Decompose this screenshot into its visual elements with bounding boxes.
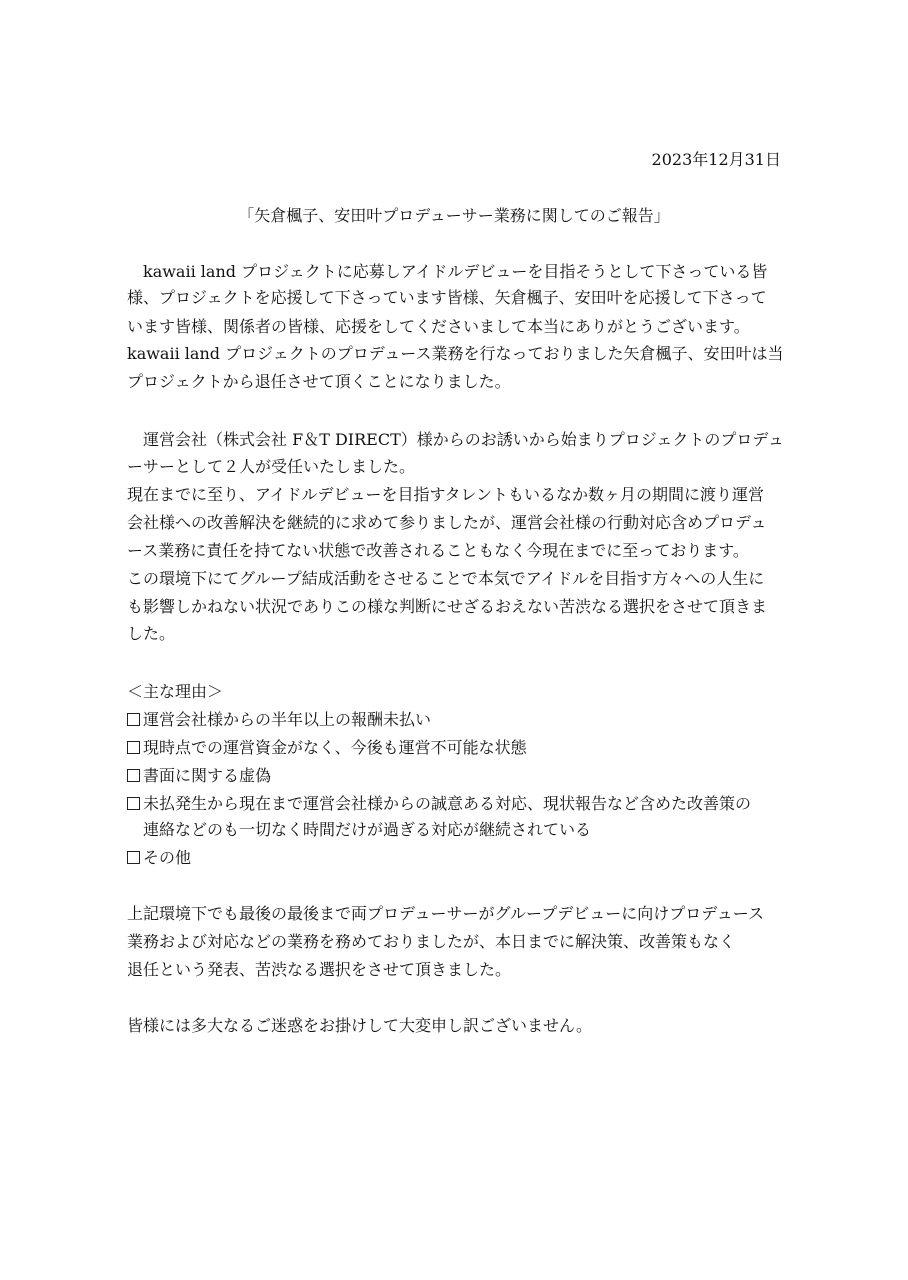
paragraph-line: ース業務に責任を持てない状態で改善されることもなく今現在までに至っております。 [127, 541, 749, 560]
checkbox-icon [127, 797, 140, 810]
reasons-heading: ＜主な理由＞ [127, 682, 224, 701]
checkbox-icon [127, 769, 140, 782]
checkbox-icon [127, 741, 140, 754]
document-title: 「矢倉楓子、安田叶プロデューサー業務に関してのご報告」 [238, 206, 670, 225]
reason-continuation: 連絡などのも一切なく時間だけが過ぎる対応が継続されている [143, 820, 592, 839]
document-date: 2023年12月31日 [651, 150, 781, 169]
paragraph-line: ーサーとして２人が受任いたしました。 [127, 457, 416, 476]
checkbox-icon [127, 851, 140, 864]
paragraph-line: 様、プロジェクトを応援して下さっています皆様、矢倉楓子、安田叶を応援して下さって [127, 288, 767, 307]
paragraph-line: kawaii land プロジェクトのプロデュース業務を行なっておりました矢倉楓子、安田叶は当 [127, 344, 784, 363]
paragraph-line: 会社様への改善解決を継続的に求めて参りましたが、運営会社様の行動対応含めプロデュ [127, 513, 767, 532]
paragraph-line: 業務および対応などの業務を務めておりましたが、本日までに解決策、改善策もなく [127, 932, 736, 951]
reason-item [127, 763, 271, 789]
reason-text: 書面に関する虚偽 [143, 766, 272, 785]
paragraph-line: も影響しかねない状況でありこの様な判断にせざるおえない苦渋なる選択をさせて頂きま [127, 597, 768, 616]
paragraph-line: 現在までに至り、アイドルデビューを目指すタレントもいるなか数ヶ月の期間に渡り運営 [127, 485, 765, 504]
paragraph-line: 退任という発表、苦渋なる選択をさせて頂きました。 [127, 960, 512, 979]
reason-item [127, 845, 191, 871]
paragraph-line: この環境下にてグループ結成活動をさせることで本気でアイドルを目指す方々への人生に [127, 569, 765, 588]
paragraph-line: kawaii land プロジェクトに応募しアイドルデビューを目指そうとして下さっている皆 [127, 262, 768, 281]
reason-item [127, 735, 527, 761]
reason-item [127, 791, 751, 817]
reason-item [127, 707, 431, 733]
reason-text: 運営会社様からの半年以上の報酬未払い [143, 710, 432, 729]
closing-line: 皆様には多大なるご迷惑をお掛けして大変申し訳ございません。 [127, 1016, 592, 1035]
reason-text: その他 [143, 848, 192, 867]
paragraph-line: した。 [127, 624, 176, 643]
paragraph-line: プロジェクトから退任させて頂くことになりました。 [127, 372, 511, 391]
paragraph-line: 上記環境下でも最後の最後まで両プロデューサーがグループデビューに向けプロデュース [127, 904, 764, 923]
reason-text: 未払発生から現在まで運営会社様からの誠意ある対応、現状報告など含めた改善策の [143, 794, 752, 813]
reason-text: 現時点での運営資金がなく、今後も運営不可能な状態 [143, 738, 527, 757]
paragraph-line: います皆様、関係者の皆様、応援をしてくださいまして本当にありがとうございます。 [127, 317, 750, 336]
checkbox-icon [127, 713, 140, 726]
paragraph-line: 運営会社（株式会社 F＆T DIRECT）様からのお誘いから始まりプロジェクトのプロデュ [127, 430, 784, 449]
